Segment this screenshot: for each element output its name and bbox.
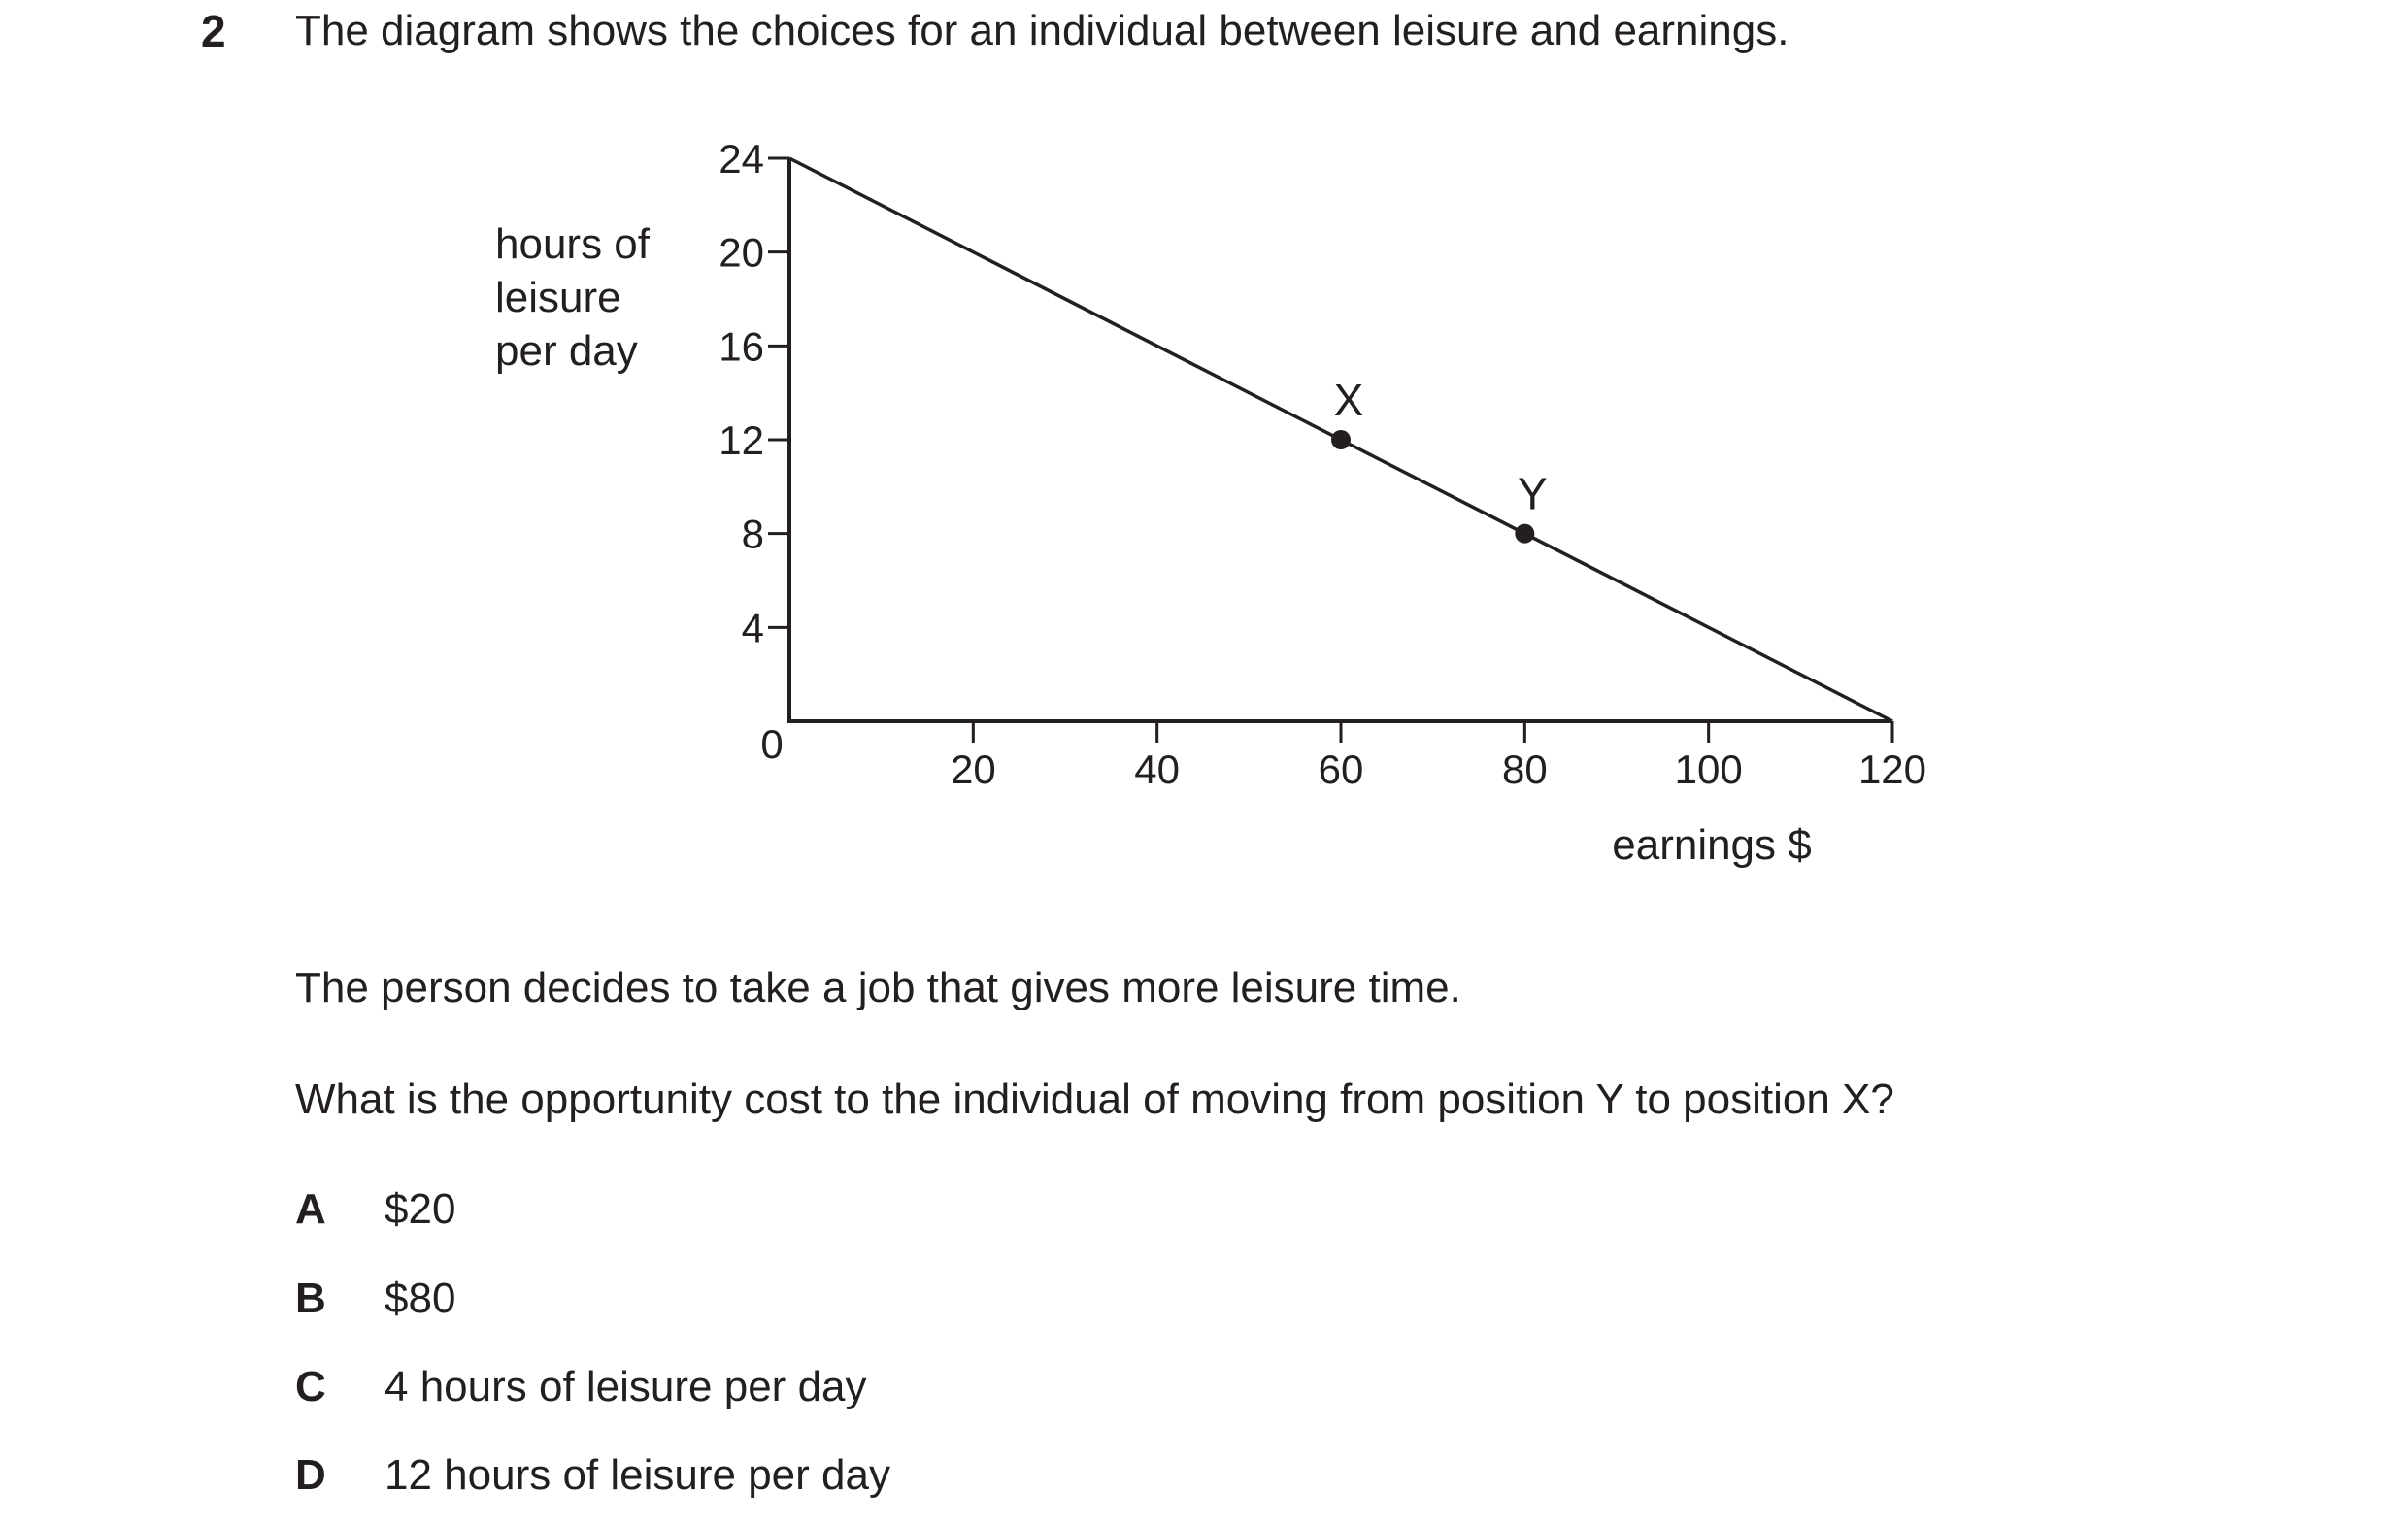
x-tick-label: 80 bbox=[1501, 746, 1548, 792]
question-stem: The diagram shows the choices for an individual between leisure and earnings. bbox=[295, 7, 1789, 54]
point-x-marker bbox=[1331, 430, 1351, 449]
y-tick-label: 12 bbox=[719, 417, 764, 463]
x-tick-label: 20 bbox=[950, 746, 996, 792]
y-axis-label-line: per day bbox=[495, 327, 638, 375]
origin-label: 0 bbox=[760, 721, 784, 767]
y-axis-label-line: hours of bbox=[495, 220, 650, 268]
point-y-marker bbox=[1515, 524, 1534, 544]
x-tick-label: 40 bbox=[1134, 746, 1181, 792]
option-a-text: $20 bbox=[385, 1185, 456, 1233]
x-axis-label: earnings $ bbox=[1612, 821, 1812, 869]
y-tick-label: 20 bbox=[719, 229, 764, 276]
y-tick-label: 16 bbox=[719, 323, 764, 370]
point-y-label: Y bbox=[1517, 468, 1548, 519]
question-number: 2 bbox=[201, 6, 226, 56]
y-tick-label: 24 bbox=[719, 136, 764, 182]
option-c-letter: C bbox=[295, 1363, 326, 1410]
x-tick-label: 120 bbox=[1857, 746, 1927, 792]
y-axis-label-line: leisure bbox=[495, 274, 621, 321]
option-d-text: 12 hours of leisure per day bbox=[385, 1451, 890, 1499]
y-tick-label: 8 bbox=[741, 511, 764, 557]
option-a-letter: A bbox=[295, 1185, 326, 1233]
x-tick-label: 100 bbox=[1674, 746, 1743, 792]
question-context: The person decides to take a job that gives more leisure time. bbox=[295, 964, 1461, 1011]
point-x-label: X bbox=[1333, 375, 1364, 425]
option-d-letter: D bbox=[295, 1451, 326, 1499]
x-tick-label: 60 bbox=[1318, 746, 1364, 792]
option-b-text: $80 bbox=[385, 1275, 456, 1322]
option-b-letter: B bbox=[295, 1275, 326, 1322]
question-prompt: What is the opportunity cost to the individual of moving from position Y to position X? bbox=[295, 1076, 1894, 1123]
option-c-text: 4 hours of leisure per day bbox=[385, 1363, 867, 1410]
y-tick-label: 4 bbox=[741, 605, 764, 651]
